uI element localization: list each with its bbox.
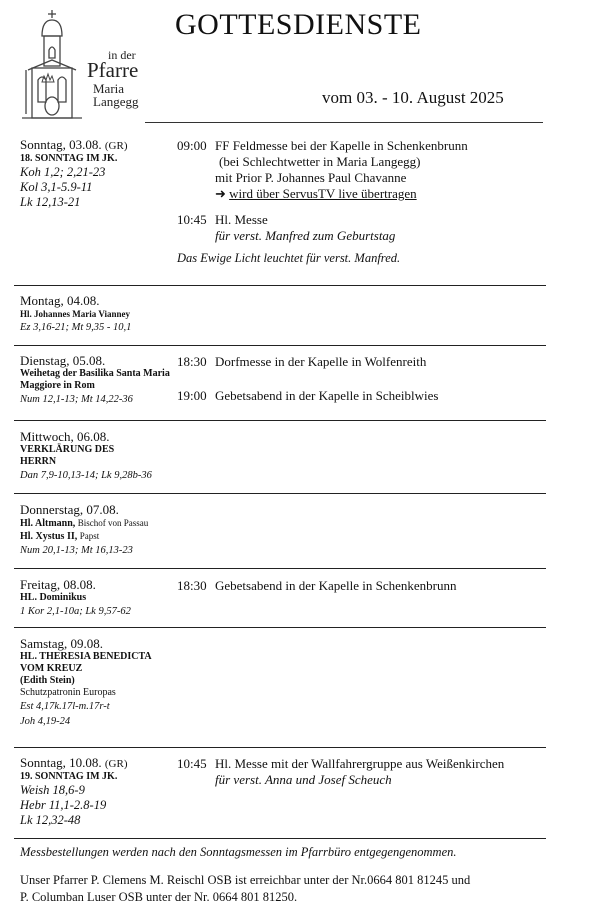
row-divider (14, 493, 546, 494)
reading: Weish 18,6-9 (20, 783, 85, 797)
reading: Kol 3,1-5.9-11 (20, 180, 93, 194)
row-divider (14, 838, 546, 839)
date-range: vom 03. - 10. August 2025 (322, 88, 504, 107)
footer-contact-line: Unser Pfarrer P. Clemens M. Reischl OSB ist erreichbar unter der Nr.0664 801 81245 und (20, 873, 471, 887)
feast: HL. Dominikus (20, 592, 87, 603)
events (177, 138, 567, 266)
day-label: Freitag, 08.08. (20, 577, 96, 592)
event-desc: Hl. Messe mit der Wallfahrergruppe aus Weißenkirchen (215, 756, 505, 771)
header-divider (145, 122, 543, 123)
event (177, 138, 567, 154)
footer-contacts (20, 872, 565, 906)
reading: Lk 12,13-21 (20, 195, 81, 209)
event-desc: Dorfmesse in der Kapelle in Wolfenreith (215, 354, 427, 369)
event-intention: für verst. Manfred zum Geburtstag (215, 228, 396, 243)
event-time: 10:45 (177, 212, 207, 227)
row-divider (14, 345, 546, 346)
feast: 18. SONNTAG IM JK. (20, 153, 118, 164)
day-label: Montag, 04.08. (20, 293, 100, 308)
day-info (20, 354, 180, 407)
arrow-right-icon: ➜ (215, 186, 226, 201)
event-desc: Gebetsabend in der Kapelle in Schenkenbrunn (215, 578, 457, 593)
event (177, 354, 567, 370)
feast: Weihetag der Basilika Santa Maria Maggiore in Rom (20, 368, 170, 391)
reading: Hebr 11,1-2.8-19 (20, 798, 107, 812)
day-label: Sonntag, 03.08. (GR) (20, 137, 128, 152)
logo-langegg: Langegg (93, 94, 139, 109)
row-divider (14, 420, 546, 421)
row-divider (14, 568, 546, 569)
event-time: 18:30 (177, 354, 207, 369)
day-note: Das Ewige Licht leuchtet für verst. Manfred. (177, 251, 401, 265)
feast: HL. THERESIA BENEDICTA VOM KREUZ (20, 651, 152, 674)
events (177, 354, 567, 404)
events (177, 578, 567, 594)
day-info (20, 138, 180, 210)
reading: Num 20,1-13; Mt 16,13-23 (20, 545, 133, 556)
logo-maria: Maria (93, 81, 125, 96)
day-label: Dienstag, 05.08. (20, 353, 106, 368)
day-label: Mittwoch, 06.08. (20, 429, 110, 444)
reading: Lk 12,32-48 (20, 813, 81, 827)
day-info (20, 294, 180, 335)
reading: Joh 4,19-24 (20, 716, 71, 727)
day-info (20, 756, 180, 828)
event-desc: Hl. Messe (215, 212, 268, 227)
row-divider (14, 285, 546, 286)
feast: Hl. Johannes Maria Vianney (20, 309, 131, 319)
day-label: Donnerstag, 07.08. (20, 502, 119, 517)
reading: Est 4,17k.17l-m.17r-t (20, 701, 110, 712)
feast-extra: (Edith Stein) (20, 675, 75, 686)
event-time: 09:00 (177, 138, 207, 153)
logo-pfarre: Pfarre (87, 58, 139, 82)
event (177, 578, 567, 594)
event (177, 388, 567, 404)
feast: 19. SONNTAG IM JK. (20, 771, 118, 782)
event-line: mit Prior P. Johannes Paul Chavanne (215, 170, 407, 185)
event-time: 10:45 (177, 756, 207, 771)
footer-contact-line: P. Columban Luser OSB unter der Nr. 0664 801 81250. (20, 890, 298, 904)
day-info (20, 637, 180, 729)
day-info (20, 503, 180, 558)
day-label: Samstag, 09.08. (20, 636, 104, 651)
day-tag: (GR) (104, 758, 128, 770)
page-title: GOTTESDIENSTE (175, 8, 422, 41)
row-divider (14, 627, 546, 628)
reading: Num 12,1-13; Mt 14,22-36 (20, 394, 133, 405)
event-desc: Gebetsabend in der Kapelle in Scheiblwies (215, 388, 439, 403)
day-label: Sonntag, 10.08. (GR) (20, 755, 128, 770)
day-info (20, 578, 180, 619)
patron: Schutzpatronin Europas (20, 687, 116, 698)
reading: Koh 1,2; 2,21-23 (20, 165, 106, 179)
reading: Ez 3,16-21; Mt 9,35 - 10,1 (20, 322, 132, 333)
event (177, 756, 567, 772)
row-divider (14, 747, 546, 748)
reading: Dan 7,9-10,13-14; Lk 9,28b-36 (20, 470, 152, 481)
tv-broadcast-link[interactable]: wird über ServusTV live übertragen (229, 186, 417, 201)
feast: VERKLÄRUNG DES HERRN (20, 444, 115, 467)
logo-in-der: in der (108, 48, 136, 62)
event-time: 19:00 (177, 388, 207, 403)
logo-maria-langegg (93, 82, 138, 108)
event-intention: für verst. Anna und Josef Scheuch (215, 772, 392, 787)
event-arrow-line (215, 186, 593, 202)
day-tag: (GR) (104, 140, 128, 152)
footer-mass-orders: Messbestellungen werden nach den Sonntagsmessen im Pfarrbüro entgegengenommen. (20, 845, 457, 859)
feast: Hl. Altmann, Bischof von Passau (20, 518, 149, 529)
event-line: (bei Schlechtwetter in Maria Langegg) (219, 154, 421, 169)
events (177, 756, 567, 788)
day-info (20, 430, 180, 483)
event-time: 18:30 (177, 578, 207, 593)
event (177, 212, 567, 228)
feast: Hl. Xystus II, Papst (20, 531, 100, 542)
event-desc: FF Feldmesse bei der Kapelle in Schenkenbrunn (215, 138, 468, 153)
reading: 1 Kor 2,1-10a; Lk 9,57-62 (20, 606, 131, 617)
